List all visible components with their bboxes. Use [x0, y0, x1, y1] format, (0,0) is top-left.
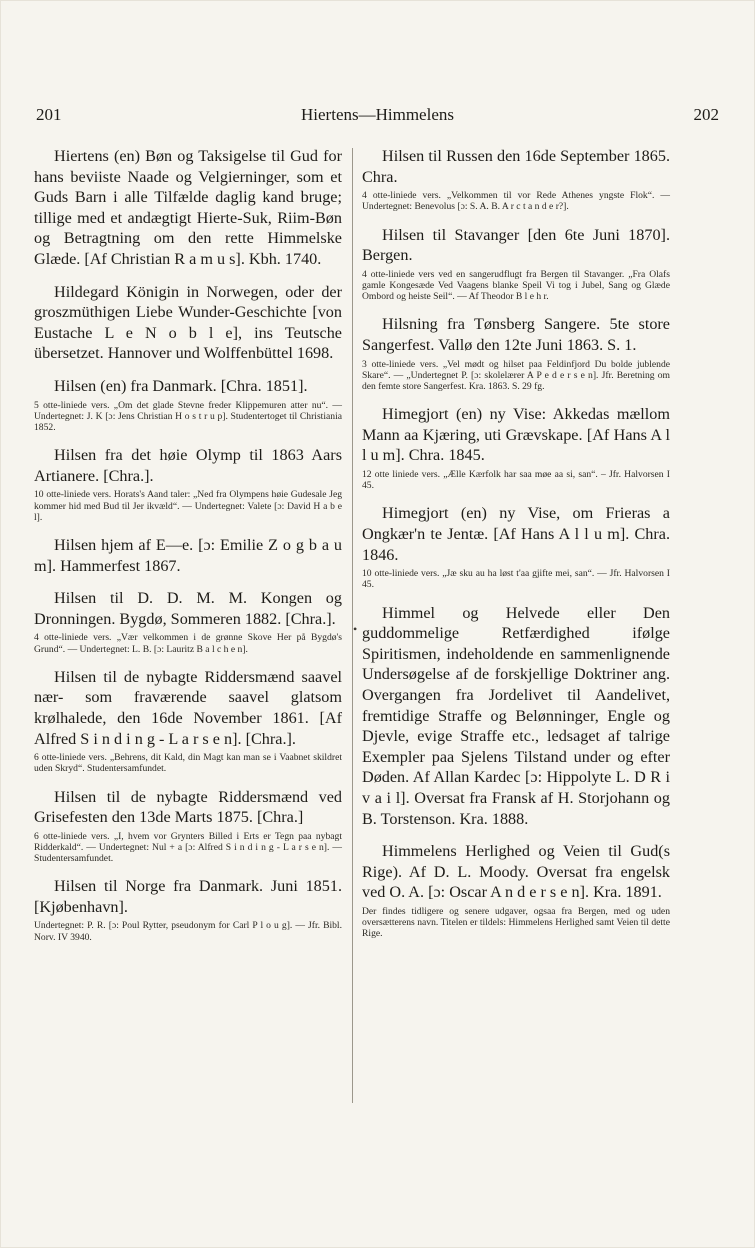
entry-note: 12 otte liniede vers. „Ælle Kærfolk har saa møe aa si, san“. – Jfr. Halvorsen I 45. [362, 468, 670, 492]
entry-title: Hilsen til Norge fra Danmark. Juni 1851. [Kjøbenhavn]. [34, 877, 342, 916]
catalog-entry [34, 588, 342, 655]
entry-note: 6 otte-liniede vers. „I, hvem vor Grynters Billed i Erts er Tegn paa nybagt Ridderkald“. — Undertegnet: Nul + a [ɔ: Alfred S i n d i n g - L a r s e n]. — Studentersamfundet. [34, 830, 342, 865]
entry-title: Hilsen hjem af E—e. [ɔ: Emilie Z o g b a u m]. Hammerfest 1867. [34, 535, 342, 575]
entry-note: 5 otte-liniede vers. „Om det glade Stevne freder Klippemuren atter nu“. — Undertegnet: J. K [ɔ: Jens Christian H o s t r u p]. Studentertoget til Christiania 1852. [34, 399, 342, 433]
catalog-entry [362, 225, 670, 303]
margin-mark: • [353, 622, 358, 636]
entry-note: 6 otte-liniede vers. „Behrens, dit Kald, din Magt kan man se i Vaabnet skildret uden Skryd“. Studentersamfundet. [34, 752, 342, 775]
entry-note: 4 otte-liniede vers. „Velkommen til vor Rede Athenes yngste Flok“. — Undertegnet: Benevolus [ɔ: S. A. B. A r c t a n d e r?]. [362, 190, 670, 213]
entry-note: 4 otte-liniede vers ved en sangerudflugt fra Bergen til Stavanger. „Fra Olafs gamle Kongesæde Ved Vaagens blanke Speil Vi tog i Jubel, Sang og Glæde Ombord og heiste Seil“. — Af Theodor B l e h r. [362, 268, 670, 303]
entry-title: Hilsen til Russen den 16de September 1865. Chra. [362, 147, 670, 186]
entry-title: Hilsen til D. D. M. M. Kongen og Dronningen. Bygdø, Sommeren 1882. [Chra.]. [34, 589, 342, 628]
catalog-entry [34, 876, 342, 943]
entry-note: 3 otte-liniede vers. „Vel mødt og hilset paa Feldinfjord Du bolde jublende Skare“. — „Undertegnet P. [ɔ: skolelærer A P e d e r s e n]. Jfr. Beretning om den femte store Sangerfest. Kra. 1863. S. 29 fg. [362, 358, 670, 392]
catalog-entry [362, 841, 670, 939]
entry-title: Hilsen til de nybagte Riddersmænd saavel nær- som fraværende saavel glatsom krølhalede, den 16de November 1861. [Af Alfred S i n d i n g - L a r s e n]. [Chra.]. [34, 667, 342, 748]
catalog-entry [362, 146, 670, 213]
catalog-entry [34, 787, 342, 865]
running-title: Hiertens—Himmelens [301, 105, 454, 124]
entry-note: 4 otte-liniede vers. „Vær velkommen i de grønne Skove Her på Bygdø's Grund“. — Undertegnet: L. B. [ɔ: Lauritz B a l c h e n]. [34, 632, 342, 655]
entry-note: Der findes tidligere og senere udgaver, ogsaa fra Bergen, med og uden oversætterens navn. Titelen er tildels: Himmelens Herlighed samt Veien til dette Rige. [362, 905, 670, 940]
entry-title: Himegjort (en) ny Vise, om Frieras a Ongkær'n te Jentæ. [Af Hans A l l u m]. Chra. 1846. [362, 504, 670, 564]
catalog-entry [34, 146, 342, 270]
entry-note: 10 otte-liniede vers. „Jæ sku au ha løst t'aa gjifte mei, san“. — Jfr. Halvorsen I 45. [362, 568, 670, 591]
catalog-entry [362, 603, 670, 830]
page-number-right: 202 [693, 105, 719, 124]
entry-title: Hilsen til de nybagte Riddersmænd ved Grisefesten den 13de Marts 1875. [Chra.] [34, 787, 342, 827]
entry-title: Hilsen (en) fra Danmark. [Chra. 1851]. [54, 376, 308, 395]
entry-note: 10 otte-liniede vers. Horats's Aand taler: „Ned fra Olympens høie Gudesale Jeg kommer hid med Bud til Jer ikvæld“. — Undertegnet: Valete [ɔ: David H a b e l]. [34, 489, 342, 523]
entry-title: Himmel og Helvede eller Den guddommelige Retfærdighed ifølge Spiritismen, indeholdende en sammenlignende Undersøgelse af de forskjellige Doktriner ang. Overgangen fra Jordelivet til Aandelivet, fremtidige Straffe og Belønninger, Engle og Djevle, evige Straffe etc., ledsaget af talrige Exempler paa Sjelens Tilstand under og efter Døden. Af Allan Kardec [ɔ: Hippolyte L. D R i v a i l]. Oversat fra Fransk af H. Storjohann og B. Torstenson. Kra. 1888. [362, 603, 670, 828]
entry-title: Himegjort (en) ny Vise: Akkedas mællom Mann aa Kjæring, uti Grævskape. [Af Hans A l l u m]. Chra. 1845. [362, 405, 670, 465]
page-number-left: 201 [36, 105, 62, 124]
catalog-entry [34, 445, 342, 523]
catalog-entry [34, 376, 342, 433]
catalog-entry [362, 404, 670, 491]
catalog-entry [362, 314, 670, 392]
entry-note: Undertegnet: P. R. [ɔ: Poul Rytter, pseudonym for Carl P l o u g]. — Jfr. Bibl. Norv. IV 3940. [34, 920, 342, 943]
catalog-entry [34, 535, 342, 576]
entry-title: Hilsning fra Tønsberg Sangere. 5te store Sangerfest. Vallø den 12te Juni 1863. S. 1. [362, 315, 670, 354]
entry-title: Hilsen til Stavanger [den 6te Juni 1870]. Bergen. [362, 225, 670, 265]
catalog-entry [362, 503, 670, 590]
entry-title: Hilsen fra det høie Olymp til 1863 Aars Artianere. [Chra.]. [34, 446, 342, 485]
running-head [36, 103, 719, 127]
entry-title: Hiertens (en) Bøn og Taksigelse til Gud for hans beviiste Naade og Velgierninger, som et Guds Barn i alle Tilfælde daglig kand bruge; tillige med et andægtigt Hierte-Suk, Riim-Bøn og Betragtning om den rette Himmelske Glæde. [Af Christian R a m u s]. Kbh. 1740. [34, 147, 342, 268]
entry-title: Himmelens Herlighed og Veien til Gud(s Rige). Af D. L. Moody. Oversat fra engelsk ved O. A. [ɔ: Oscar A n d e r s e n]. Kra. 1891. [362, 842, 670, 902]
catalog-entry [34, 282, 342, 364]
left-column [34, 146, 342, 955]
right-column [362, 146, 670, 951]
entry-title: Hildegard Königin in Norwegen, oder der groszmüthigen Liebe Wunder-Geschichte [von Eustache L e N o b l e], ins Teutsche übersetzet. Hannover und Wolffenbüttel 1698. [34, 282, 342, 363]
catalog-entry [34, 667, 342, 775]
